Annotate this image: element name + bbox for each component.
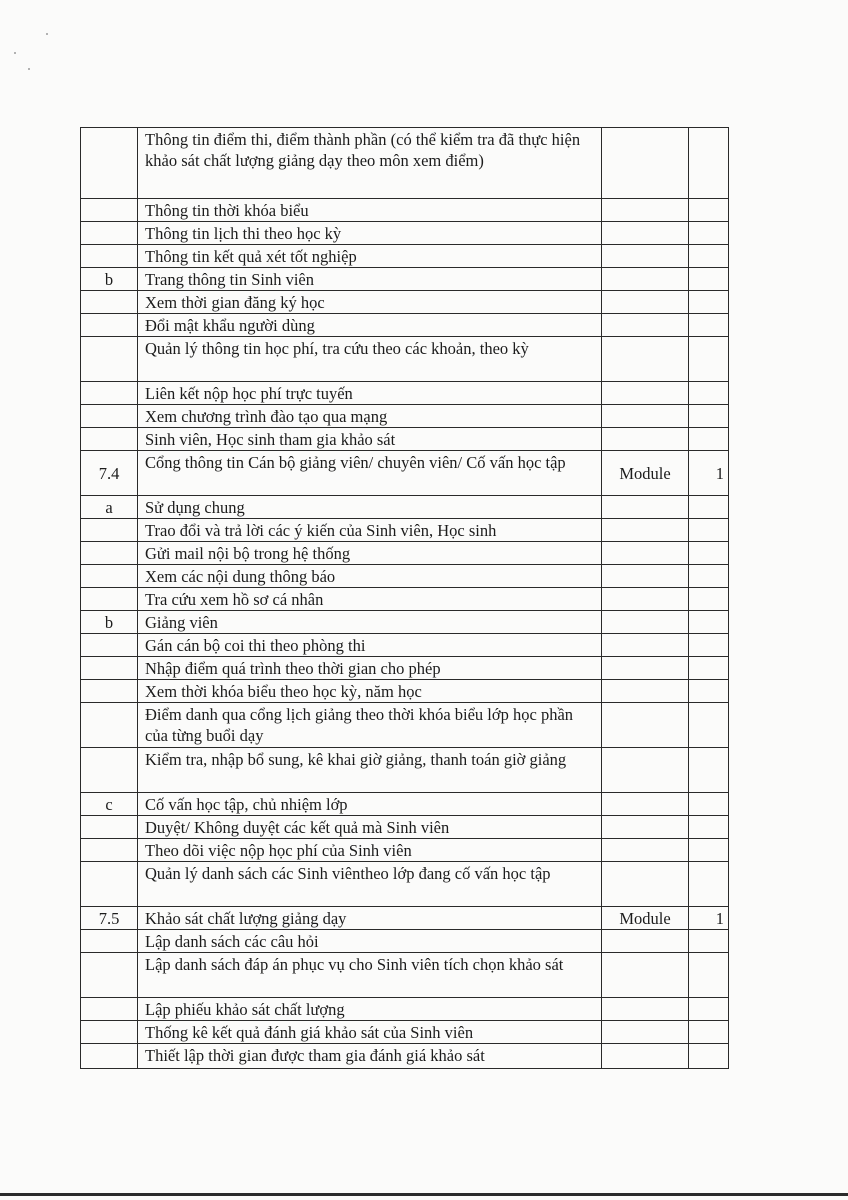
row-unit-cell (602, 382, 689, 405)
row-unit-cell (602, 337, 689, 382)
table-row (81, 680, 729, 703)
table-row (81, 862, 729, 907)
row-unit-cell (602, 519, 689, 542)
row-number-cell: b (81, 611, 138, 634)
table-row (81, 588, 729, 611)
row-number-cell: 7.5 (81, 907, 138, 930)
row-unit-cell (602, 1021, 689, 1044)
row-content-cell: Thông tin điểm thi, điểm thành phần (có thể kiểm tra đã thực hiện khảo sát chất lượng giảng dạy theo môn xem điểm) (138, 128, 602, 199)
row-quantity-cell (689, 1044, 729, 1069)
row-content-cell: Theo dõi việc nộp học phí của Sinh viên (138, 839, 602, 862)
row-content-cell: Lập danh sách đáp án phục vụ cho Sinh viên tích chọn khảo sát (138, 953, 602, 998)
row-quantity-cell (689, 634, 729, 657)
row-unit-cell (602, 953, 689, 998)
row-quantity-cell (689, 657, 729, 680)
table-row (81, 816, 729, 839)
row-number-cell (81, 405, 138, 428)
row-number-cell (81, 634, 138, 657)
row-content-cell: Thiết lập thời gian được tham gia đánh giá khảo sát (138, 1044, 602, 1069)
row-content-cell: Tra cứu xem hồ sơ cá nhân (138, 588, 602, 611)
page-bottom-edge (0, 1193, 848, 1196)
scan-speck (14, 52, 16, 54)
row-unit-cell (602, 496, 689, 519)
row-quantity-cell (689, 1021, 729, 1044)
row-unit-cell (602, 291, 689, 314)
row-content-cell: Điểm danh qua cổng lịch giảng theo thời khóa biểu lớp học phần của từng buổi dạy (138, 703, 602, 748)
row-unit-cell (602, 1044, 689, 1069)
row-content-cell: Xem thời khóa biểu theo học kỳ, năm học (138, 680, 602, 703)
row-quantity-cell (689, 862, 729, 907)
row-unit-cell (602, 680, 689, 703)
table-row (81, 199, 729, 222)
row-unit-cell (602, 703, 689, 748)
row-content-cell: Thông tin kết quả xét tốt nghiệp (138, 245, 602, 268)
row-number-cell (81, 542, 138, 565)
row-quantity-cell (689, 268, 729, 291)
row-content-cell: Cố vấn học tập, chủ nhiệm lớp (138, 793, 602, 816)
row-quantity-cell (689, 542, 729, 565)
row-content-cell: Thông tin thời khóa biểu (138, 199, 602, 222)
table-row (81, 245, 729, 268)
row-unit-cell (602, 748, 689, 793)
row-quantity-cell (689, 680, 729, 703)
row-quantity-cell (689, 839, 729, 862)
row-content-cell: Sinh viên, Học sinh tham gia khảo sát (138, 428, 602, 451)
row-quantity-cell (689, 405, 729, 428)
row-content-cell: Trao đổi và trả lời các ý kiến của Sinh viên, Học sinh (138, 519, 602, 542)
row-number-cell (81, 222, 138, 245)
row-unit-cell (602, 222, 689, 245)
row-content-cell: Sử dụng chung (138, 496, 602, 519)
row-unit-cell (602, 862, 689, 907)
row-quantity-cell (689, 565, 729, 588)
row-quantity-cell (689, 588, 729, 611)
row-number-cell: c (81, 793, 138, 816)
table-row (81, 657, 729, 680)
row-number-cell (81, 862, 138, 907)
row-number-cell: b (81, 268, 138, 291)
table-row (81, 337, 729, 382)
row-number-cell (81, 703, 138, 748)
row-unit-cell: Module (602, 907, 689, 930)
table-row (81, 611, 729, 634)
row-unit-cell (602, 611, 689, 634)
row-unit-cell (602, 565, 689, 588)
table-row (81, 907, 729, 930)
table-row (81, 703, 729, 748)
row-content-cell: Giảng viên (138, 611, 602, 634)
row-unit-cell (602, 930, 689, 953)
table-row (81, 128, 729, 199)
table-row (81, 1044, 729, 1069)
row-number-cell (81, 565, 138, 588)
specification-table (80, 127, 729, 1069)
row-number-cell (81, 1044, 138, 1069)
table-row (81, 496, 729, 519)
row-quantity-cell (689, 793, 729, 816)
row-content-cell: Duyệt/ Không duyệt các kết quả mà Sinh viên (138, 816, 602, 839)
row-content-cell: Thống kê kết quả đánh giá khảo sát của Sinh viên (138, 1021, 602, 1044)
row-unit-cell (602, 634, 689, 657)
row-quantity-cell (689, 703, 729, 748)
row-quantity-cell (689, 337, 729, 382)
row-unit-cell (602, 542, 689, 565)
row-number-cell: a (81, 496, 138, 519)
table-row (81, 268, 729, 291)
row-content-cell: Lập danh sách các câu hỏi (138, 930, 602, 953)
row-unit-cell (602, 998, 689, 1021)
row-content-cell: Gán cán bộ coi thi theo phòng thi (138, 634, 602, 657)
row-number-cell (81, 839, 138, 862)
row-quantity-cell (689, 314, 729, 337)
row-unit-cell (602, 839, 689, 862)
table-row (81, 998, 729, 1021)
row-quantity-cell (689, 998, 729, 1021)
table-row (81, 222, 729, 245)
row-number-cell (81, 291, 138, 314)
row-content-cell: Xem chương trình đào tạo qua mạng (138, 405, 602, 428)
row-number-cell (81, 816, 138, 839)
table-row (81, 405, 729, 428)
table-row (81, 291, 729, 314)
table-row (81, 1021, 729, 1044)
row-number-cell (81, 314, 138, 337)
row-quantity-cell (689, 496, 729, 519)
row-unit-cell (602, 268, 689, 291)
table-row (81, 839, 729, 862)
row-content-cell: Thông tin lịch thi theo học kỳ (138, 222, 602, 245)
row-content-cell: Lập phiếu khảo sát chất lượng (138, 998, 602, 1021)
row-content-cell: Cổng thông tin Cán bộ giảng viên/ chuyên viên/ Cố vấn học tập (138, 451, 602, 496)
row-content-cell: Quản lý thông tin học phí, tra cứu theo các khoản, theo kỳ (138, 337, 602, 382)
row-unit-cell: Module (602, 451, 689, 496)
row-unit-cell (602, 657, 689, 680)
row-content-cell: Trang thông tin Sinh viên (138, 268, 602, 291)
row-quantity-cell: 1 (689, 451, 729, 496)
row-quantity-cell (689, 930, 729, 953)
row-content-cell: Khảo sát chất lượng giảng dạy (138, 907, 602, 930)
table-row (81, 930, 729, 953)
row-number-cell (81, 382, 138, 405)
row-unit-cell (602, 816, 689, 839)
row-content-cell: Gửi mail nội bộ trong hệ thống (138, 542, 602, 565)
row-unit-cell (602, 588, 689, 611)
table-row (81, 519, 729, 542)
row-number-cell (81, 1021, 138, 1044)
row-quantity-cell (689, 128, 729, 199)
row-quantity-cell: 1 (689, 907, 729, 930)
row-quantity-cell (689, 611, 729, 634)
row-quantity-cell (689, 382, 729, 405)
row-content-cell: Liên kết nộp học phí trực tuyến (138, 382, 602, 405)
table-row (81, 314, 729, 337)
row-content-cell: Đổi mật khẩu người dùng (138, 314, 602, 337)
row-number-cell: 7.4 (81, 451, 138, 496)
table-row (81, 542, 729, 565)
row-number-cell (81, 657, 138, 680)
row-quantity-cell (689, 245, 729, 268)
row-number-cell (81, 199, 138, 222)
row-content-cell: Xem các nội dung thông báo (138, 565, 602, 588)
table-row (81, 634, 729, 657)
table-row (81, 793, 729, 816)
table-row (81, 451, 729, 496)
row-unit-cell (602, 793, 689, 816)
row-number-cell (81, 930, 138, 953)
table-row (81, 382, 729, 405)
row-content-cell: Xem thời gian đăng ký học (138, 291, 602, 314)
row-number-cell (81, 680, 138, 703)
scan-speck (46, 33, 48, 35)
row-content-cell: Kiểm tra, nhập bổ sung, kê khai giờ giảng, thanh toán giờ giảng (138, 748, 602, 793)
row-quantity-cell (689, 748, 729, 793)
table-row (81, 748, 729, 793)
table-row (81, 565, 729, 588)
row-number-cell (81, 428, 138, 451)
row-number-cell (81, 245, 138, 268)
row-content-cell: Nhập điểm quá trình theo thời gian cho phép (138, 657, 602, 680)
row-quantity-cell (689, 816, 729, 839)
row-quantity-cell (689, 519, 729, 542)
row-number-cell (81, 588, 138, 611)
row-unit-cell (602, 199, 689, 222)
table-row (81, 428, 729, 451)
row-unit-cell (602, 405, 689, 428)
row-quantity-cell (689, 291, 729, 314)
scan-speck (28, 68, 30, 70)
row-content-cell: Quản lý danh sách các Sinh viêntheo lớp đang cố vấn học tập (138, 862, 602, 907)
row-unit-cell (602, 314, 689, 337)
row-unit-cell (602, 128, 689, 199)
row-quantity-cell (689, 953, 729, 998)
row-number-cell (81, 128, 138, 199)
row-quantity-cell (689, 428, 729, 451)
table-row (81, 953, 729, 998)
table-body (81, 128, 729, 1069)
row-number-cell (81, 337, 138, 382)
row-number-cell (81, 953, 138, 998)
row-quantity-cell (689, 199, 729, 222)
row-unit-cell (602, 245, 689, 268)
row-number-cell (81, 519, 138, 542)
row-quantity-cell (689, 222, 729, 245)
row-number-cell (81, 748, 138, 793)
row-number-cell (81, 998, 138, 1021)
row-unit-cell (602, 428, 689, 451)
